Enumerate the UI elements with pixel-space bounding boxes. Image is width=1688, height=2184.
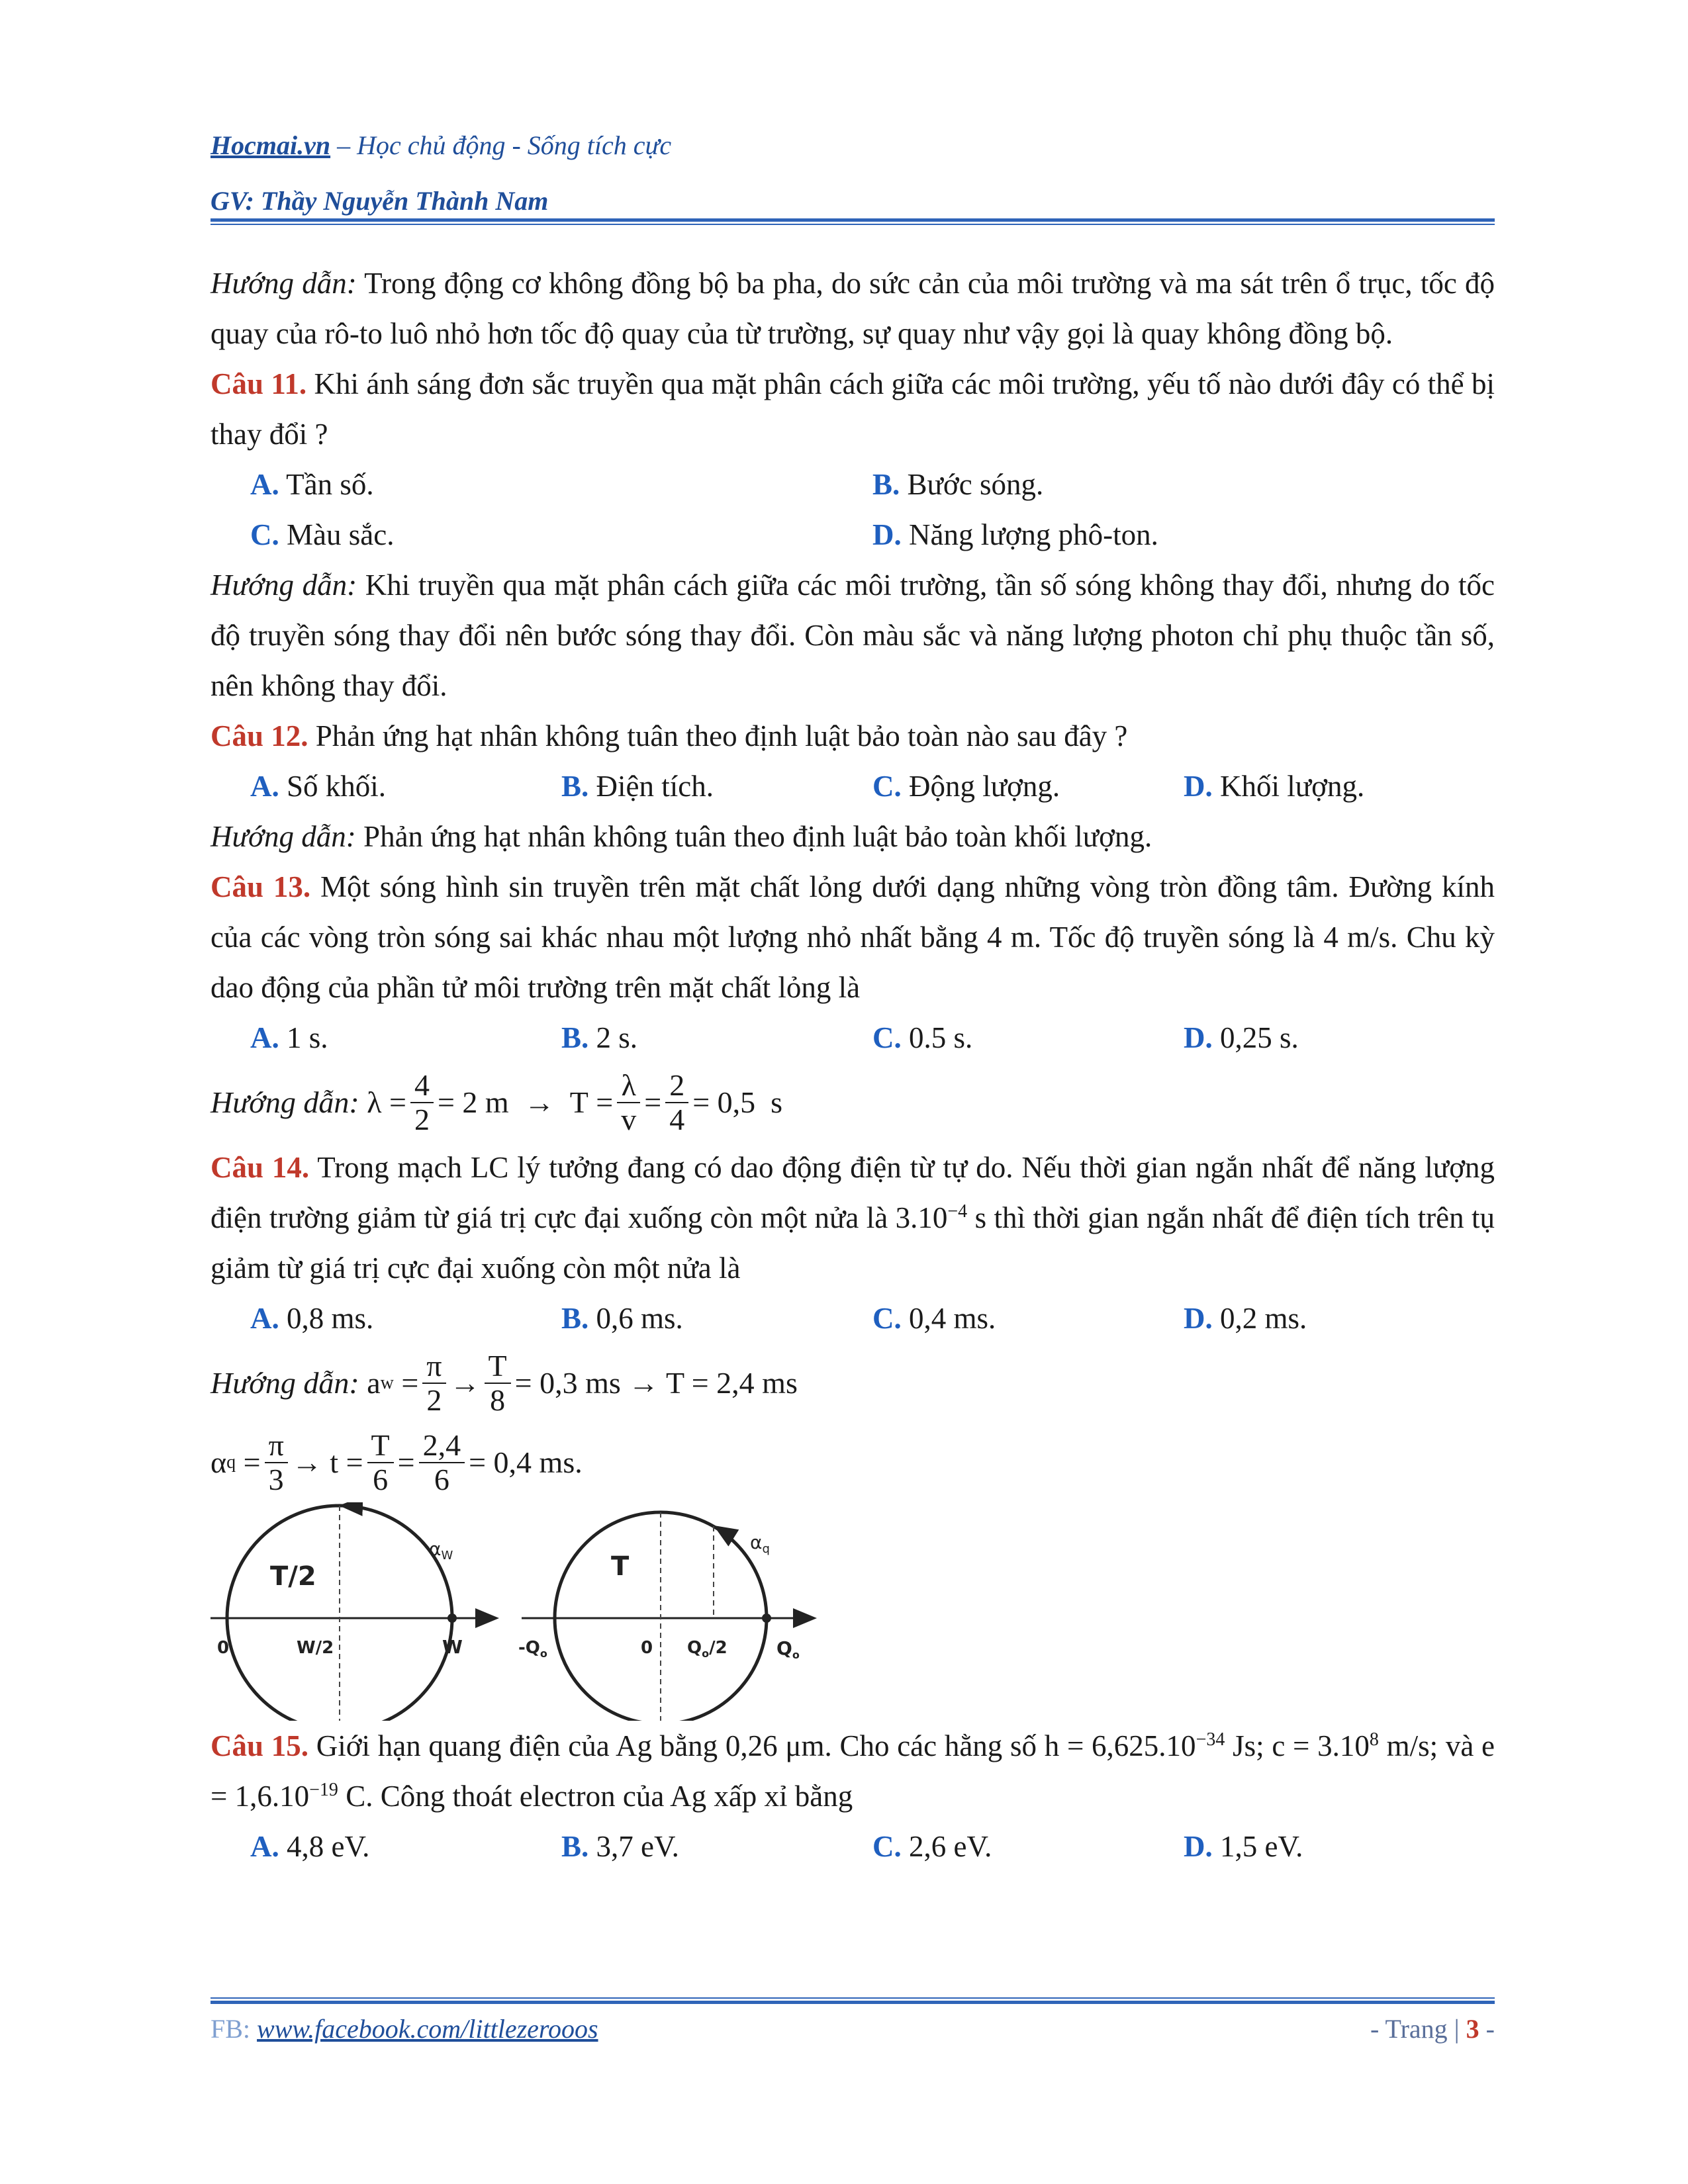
option-letter: B.	[561, 1830, 589, 1863]
page-content	[211, 258, 1495, 1872]
label-zero: 0	[641, 1638, 653, 1658]
math-eq: =	[397, 1445, 415, 1479]
math-result: 2 m	[462, 1085, 509, 1119]
phase-diagrams	[211, 1502, 1495, 1721]
fraction	[422, 1349, 445, 1417]
question-text: m/s; và e = 1,6.10	[211, 1729, 1495, 1813]
q14-guide-math-1: Hướng dẫn: a w = $\frac{\pi}{2}$ → $\frac{T}{8}$ = 0,3 ms → T = 2,4 ms	[211, 1349, 798, 1417]
option-text: Khối lượng.	[1212, 770, 1365, 803]
option-text: 0,2 ms.	[1212, 1302, 1307, 1335]
option-letter: C.	[872, 770, 902, 803]
option-letter: B.	[561, 1021, 589, 1054]
footer-rule-thin	[211, 1997, 1495, 1999]
guide-label: Hướng dẫn:	[211, 267, 357, 300]
math-eq: =	[346, 1445, 363, 1479]
option-d[interactable]	[1184, 1293, 1495, 1343]
point-marker	[447, 1614, 457, 1623]
label-angle	[429, 1538, 453, 1563]
question-label: Câu 11.	[211, 367, 307, 400]
neg-text: -Q	[518, 1638, 540, 1658]
mid-tail: /2	[709, 1638, 727, 1658]
math-dot: .	[575, 1445, 583, 1479]
q13-guide-math	[211, 1063, 1495, 1142]
option-b[interactable]	[561, 1013, 872, 1063]
circle-diagrams-svg	[211, 1502, 872, 1721]
charge-circle-diagram	[518, 1512, 813, 1721]
page-number	[1370, 2013, 1495, 2044]
guide-label: Hướng dẫn:	[211, 1085, 359, 1119]
angle-subscript: W	[441, 1549, 453, 1563]
question-text: s thì thời gian ngắn nhất để điện tích trên tụ giảm từ giá trị cực đại xuống còn một nửa là	[211, 1201, 1495, 1285]
option-letter: A.	[250, 1021, 279, 1054]
end-subscript: o	[792, 1649, 800, 1661]
guide-label: Hướng dẫn:	[211, 569, 357, 602]
math-eq: =	[596, 1085, 614, 1119]
option-text: 0,4 ms.	[901, 1302, 996, 1335]
question-text: Phản ứng hạt nhân không tuân theo định luật bảo toàn nào sau đây ?	[308, 719, 1128, 752]
question-text: Giới hạn quang điện của Ag bằng 0,26 μm. Cho các hằng số h = 6,625.10	[308, 1729, 1196, 1762]
option-a[interactable]	[250, 459, 872, 510]
fraction	[410, 1069, 434, 1136]
option-d[interactable]	[1184, 761, 1495, 811]
option-d[interactable]	[872, 510, 1495, 560]
frac-den: 3	[268, 1463, 284, 1496]
page-prefix: - Trang |	[1370, 2014, 1466, 2044]
site-tagline: – Học chủ động - Sống tích cực	[330, 130, 672, 160]
q13-options	[211, 1013, 1495, 1063]
neg-subscript: o	[539, 1647, 547, 1660]
option-letter: C.	[872, 1830, 902, 1863]
math-symbol: λ	[367, 1085, 382, 1119]
question-12	[211, 711, 1495, 761]
option-letter: A.	[250, 770, 279, 803]
label-zero: 0	[217, 1638, 230, 1658]
option-letter: B.	[872, 468, 900, 501]
option-b[interactable]	[872, 459, 1495, 510]
question-text: Khi ánh sáng đơn sắc truyền qua mặt phân cách giữa các môi trường, yếu tố nào dưới đây có thể bị thay đổi ?	[211, 367, 1495, 451]
label-period: T	[611, 1551, 630, 1582]
site-link[interactable]: Hocmai.vn	[211, 130, 331, 160]
option-letter: A.	[250, 1302, 279, 1335]
arrow: →	[291, 1445, 322, 1479]
label-angle	[750, 1531, 770, 1556]
question-13	[211, 862, 1495, 1013]
option-text: 1,5 eV.	[1212, 1830, 1303, 1863]
question-14	[211, 1142, 1495, 1293]
math-eq: =	[514, 1366, 532, 1400]
option-a[interactable]	[250, 1821, 561, 1872]
fb-label: FB:	[211, 2014, 258, 2044]
frac-num: π	[422, 1349, 445, 1384]
mid-subscript: o	[702, 1647, 710, 1660]
option-c[interactable]	[872, 1013, 1184, 1063]
option-b[interactable]	[561, 761, 872, 811]
label-mid	[687, 1638, 727, 1660]
option-text: 3,7 eV.	[588, 1830, 679, 1863]
angle-symbol: α	[429, 1538, 442, 1560]
option-text: 0,8 ms.	[279, 1302, 374, 1335]
option-letter: D.	[1184, 1830, 1213, 1863]
math-result: 0,4 ms	[493, 1445, 575, 1479]
frac-den: v	[621, 1103, 637, 1136]
option-letter: A.	[250, 468, 279, 501]
header-teacher: GV: Thầy Nguyễn Thành Nam	[211, 186, 549, 216]
option-d[interactable]	[1184, 1821, 1495, 1872]
q11-options-row1	[211, 459, 1495, 510]
question-15	[211, 1721, 1495, 1821]
option-letter: D.	[1184, 770, 1213, 803]
question-text: Trong mạch LC lý tưởng đang có dao động điện từ tự do. Nếu thời gian ngắn nhất để năng lượng điện trường giảm từ giá trị cực đại xuống còn một nửa là	[211, 1151, 1495, 1234]
question-value: 3.10	[895, 1201, 948, 1234]
math-eq: =	[401, 1366, 419, 1400]
header-rule-thin	[211, 224, 1495, 225]
option-text: 0,6 ms.	[588, 1302, 683, 1335]
label-end	[776, 1637, 800, 1661]
mid-text: Q	[687, 1638, 702, 1658]
question-label: Câu 13.	[211, 870, 311, 903]
guide-text: Khi truyền qua mặt phân cách giữa các môi trường, tần số sóng không thay đổi, nhưng do tốc độ truyền sóng thay đổi nên bước sóng thay đổi. Còn màu sắc và năng lượng photon chỉ phụ thuộc tần số, nên không thay đổi.	[211, 569, 1495, 702]
fraction	[617, 1069, 640, 1136]
label-end: W	[442, 1636, 463, 1658]
option-c[interactable]	[250, 510, 872, 560]
page-suffix: -	[1479, 2014, 1495, 2044]
frac-den: 2	[414, 1103, 430, 1136]
math-result: 0,5 s	[717, 1085, 783, 1119]
option-b[interactable]	[561, 1293, 872, 1343]
q14-options	[211, 1293, 1495, 1343]
exponent: −4	[947, 1201, 968, 1222]
math-eq: =	[644, 1085, 662, 1119]
guide-label: Hướng dẫn:	[211, 820, 356, 853]
angle-symbol: α	[750, 1531, 763, 1553]
intro-guide	[211, 258, 1495, 359]
guide-label: Hướng dẫn:	[211, 1366, 359, 1400]
frac-den: 4	[669, 1103, 685, 1136]
point-marker	[762, 1614, 771, 1623]
option-letter: B.	[561, 1302, 589, 1335]
frac-den: 8	[490, 1383, 506, 1417]
q12-options	[211, 761, 1495, 811]
header-rule	[211, 218, 1495, 222]
option-a[interactable]	[250, 761, 561, 811]
math-eq: =	[437, 1085, 455, 1119]
math-symbol: α	[211, 1445, 227, 1479]
option-c[interactable]	[872, 1821, 1184, 1872]
label-neg	[518, 1638, 547, 1660]
guide-text: Trong động cơ không đồng bộ ba pha, do sức cản của môi trường và ma sát trên ổ trục, tốc độ quay của rô-to luô nhỏ hơn tốc độ quay của từ trường, sự quay như vậy gọi là quay không đồng bộ.	[211, 267, 1495, 350]
fraction	[419, 1429, 465, 1496]
option-text: 0.5 s.	[901, 1021, 973, 1054]
option-text: 1 s.	[279, 1021, 328, 1054]
frac-num: 2,4	[419, 1429, 465, 1463]
arrow: →	[449, 1366, 481, 1400]
frac-num: T	[485, 1349, 511, 1384]
option-letter: B.	[561, 770, 589, 803]
math-symbol: a	[367, 1366, 381, 1400]
guide-text: Phản ứng hạt nhân không tuân theo định luật bảo toàn khối lượng.	[355, 820, 1152, 853]
math-result: 0,3 ms	[539, 1366, 621, 1400]
angle-subscript: q	[762, 1542, 770, 1556]
header-site	[211, 130, 671, 161]
option-text: Điện tích.	[588, 770, 714, 803]
math-eq: =	[389, 1085, 406, 1119]
option-text: 2 s.	[588, 1021, 638, 1054]
fb-link[interactable]: www.facebook.com/littlezerooos	[257, 2014, 598, 2044]
option-letter: C.	[872, 1302, 902, 1335]
option-a[interactable]	[250, 1013, 561, 1063]
math-symbol: t	[330, 1445, 339, 1479]
q15-options	[211, 1821, 1495, 1872]
option-text: Động lượng.	[901, 770, 1060, 803]
exponent: −19	[309, 1780, 338, 1800]
option-text: 2,6 eV.	[901, 1830, 992, 1863]
frac-num: π	[265, 1429, 288, 1463]
question-text: Một sóng hình sin truyền trên mặt chất lỏng dưới dạng những vòng tròn đồng tâm. Đường kính của các vòng tròn sóng sai khác nhau một lượng nhỏ nhất bằng 4 m. Tốc độ truyền sóng là 4 m/s. Chu kỳ dao động của phần tử môi trường trên mặt chất lỏng là	[211, 870, 1495, 1004]
option-letter: D.	[1184, 1302, 1213, 1335]
option-b[interactable]	[561, 1821, 872, 1872]
footer-rule	[211, 2001, 1495, 2004]
frac-den: 6	[373, 1463, 389, 1496]
fraction	[665, 1069, 688, 1136]
frac-num: 4	[410, 1069, 434, 1103]
option-letter: A.	[250, 1830, 279, 1863]
fraction	[485, 1349, 511, 1417]
q11-options-row2	[211, 510, 1495, 560]
option-d[interactable]	[1184, 1013, 1495, 1063]
math-result: → T = 2,4 ms	[628, 1366, 798, 1400]
fraction	[265, 1429, 288, 1496]
page-num: 3	[1466, 2014, 1479, 2044]
option-letter: C.	[872, 1021, 902, 1054]
footer-fb	[211, 2013, 598, 2044]
label-mid: W/2	[297, 1638, 334, 1658]
question-text: C. Công thoát electron của Ag xấp xỉ bằng	[338, 1780, 853, 1813]
math-eq: =	[469, 1445, 487, 1479]
option-c[interactable]	[872, 1293, 1184, 1343]
option-a[interactable]	[250, 1293, 561, 1343]
option-text: 4,8 eV.	[279, 1830, 370, 1863]
option-text: Năng lượng phô-ton.	[901, 518, 1158, 551]
question-label: Câu 15.	[211, 1729, 308, 1762]
math-eq: =	[692, 1085, 710, 1119]
energy-circle-diagram	[211, 1506, 495, 1721]
end-text: Q	[776, 1637, 792, 1659]
exponent: 8	[1369, 1729, 1379, 1750]
question-11	[211, 359, 1495, 459]
question-label: Câu 14.	[211, 1151, 310, 1184]
option-letter: C.	[250, 518, 279, 551]
math-eq: =	[243, 1445, 261, 1479]
math-symbol: T	[569, 1085, 588, 1119]
label-half-period: T/2	[270, 1561, 316, 1592]
option-letter: D.	[1184, 1021, 1213, 1054]
option-text: Số khối.	[279, 770, 387, 803]
footer	[211, 2013, 1495, 2044]
frac-den: 2	[426, 1383, 442, 1417]
question-text: Js; c = 3.10	[1225, 1729, 1370, 1762]
fraction	[367, 1429, 394, 1496]
option-c[interactable]	[872, 761, 1184, 811]
option-text: 0,25 s.	[1212, 1021, 1299, 1054]
exponent: −34	[1196, 1729, 1225, 1750]
arrow: →	[524, 1085, 555, 1119]
option-text: Bước sóng.	[900, 468, 1044, 501]
option-letter: D.	[872, 518, 902, 551]
frac-num: T	[367, 1429, 394, 1463]
q11-guide	[211, 560, 1495, 711]
frac-num: 2	[665, 1069, 688, 1103]
option-text: Màu sắc.	[279, 518, 395, 551]
frac-den: 6	[434, 1463, 449, 1496]
q14-guide-math-2: α q = $\frac{\pi}{3}$ → t = $\frac{T}{6}$ = $\frac{2,4}{6}$ = 0,4 ms .	[211, 1428, 583, 1496]
question-label: Câu 12.	[211, 719, 308, 752]
option-text: Tần số.	[279, 468, 374, 501]
q12-guide	[211, 811, 1495, 862]
frac-num: λ	[617, 1069, 640, 1103]
